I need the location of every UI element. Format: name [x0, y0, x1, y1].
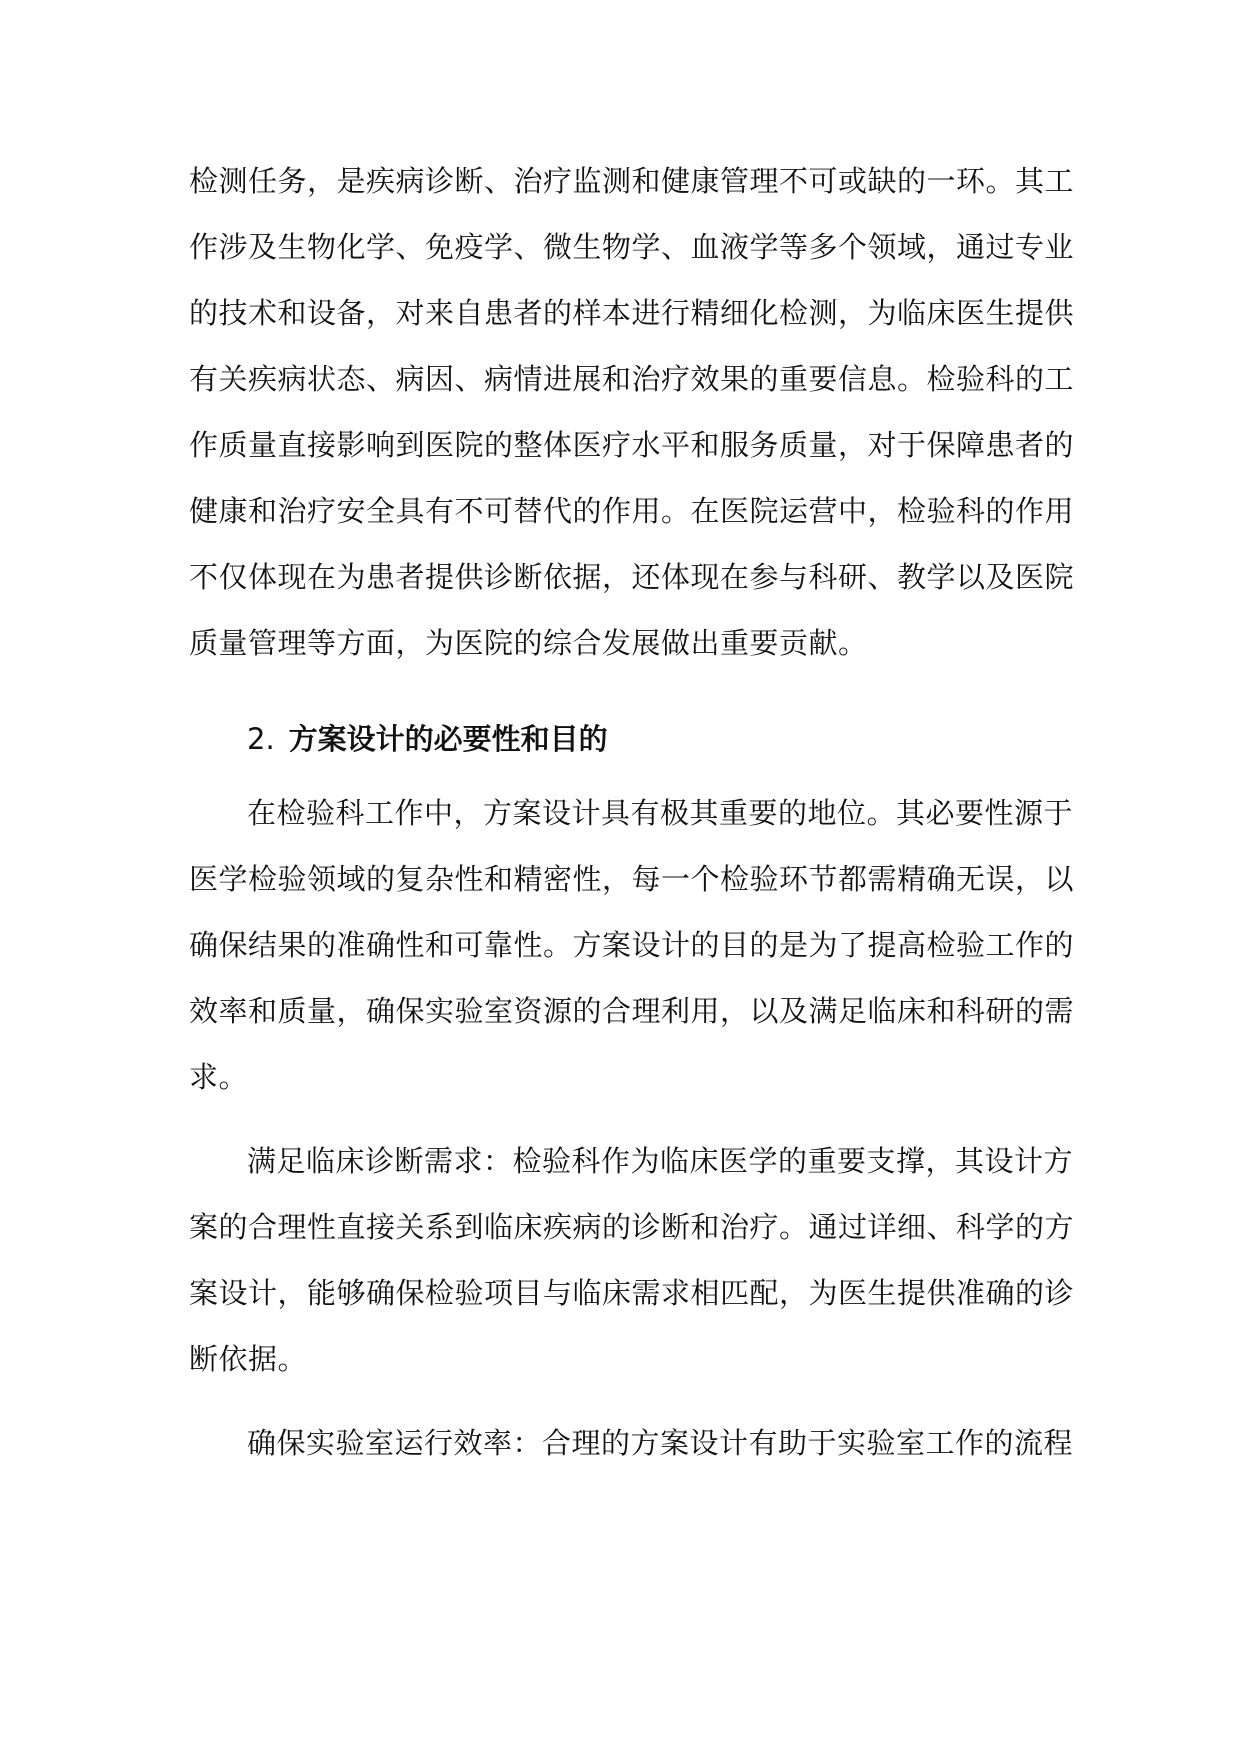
section-title: 方案设计的必要性和目的 — [288, 722, 608, 756]
text-line: 确保结果的准确性和可靠性。方案设计的目的是为了提高检验工作的 — [189, 928, 1075, 962]
paragraph-3 — [189, 1128, 1075, 1392]
paragraph-1 — [189, 148, 1075, 676]
text-line: 不仅体现在为患者提供诊断依据，还体现在参与科研、教学以及医院 — [189, 560, 1075, 594]
text-line: 效率和质量，确保实验室资源的合理利用，以及满足临床和科研的需 — [189, 994, 1075, 1028]
text-line: 案设计，能够确保检验项目与临床需求相匹配，为医生提供准确的诊 — [189, 1276, 1075, 1310]
text-line: 满足临床诊断需求：检验科作为临床医学的重要支撑，其设计方 — [247, 1144, 1074, 1178]
text-line: 作涉及生物化学、免疫学、微生物学、血液学等多个领域，通过专业 — [189, 230, 1075, 264]
text-line: 断依据。 — [189, 1342, 308, 1376]
text-line: 质量管理等方面，为医院的综合发展做出重要贡献。 — [189, 626, 868, 660]
text-line: 作质量直接影响到医院的整体医疗水平和服务质量，对于保障患者的 — [189, 428, 1075, 462]
text-line: 医学检验领域的复杂性和精密性，每一个检验环节都需精确无误，以 — [189, 862, 1075, 896]
text-line: 在检验科工作中，方案设计具有极其重要的地位。其必要性源于 — [247, 796, 1074, 830]
section-number: 2. — [247, 722, 275, 756]
text-line: 有关疾病状态、病因、病情进展和治疗效果的重要信息。检验科的工 — [189, 362, 1075, 396]
text-line: 的技术和设备，对来自患者的样本进行精细化检测，为临床医生提供 — [189, 296, 1075, 330]
text-line: 求。 — [189, 1060, 249, 1094]
text-line: 案的合理性直接关系到临床疾病的诊断和治疗。通过详细、科学的方 — [189, 1210, 1075, 1244]
text-line: 确保实验室运行效率：合理的方案设计有助于实验室工作的流程 — [247, 1426, 1074, 1460]
section-heading — [189, 706, 1055, 772]
text-line: 健康和治疗安全具有不可替代的作用。在医院运营中，检验科的作用 — [189, 494, 1075, 528]
paragraph-4 — [189, 1410, 1074, 1476]
paragraph-2 — [189, 780, 1075, 1110]
text-line: 检测任务，是疾病诊断、治疗监测和健康管理不可或缺的一环。其工 — [189, 164, 1075, 198]
document-page — [189, 148, 1075, 1476]
